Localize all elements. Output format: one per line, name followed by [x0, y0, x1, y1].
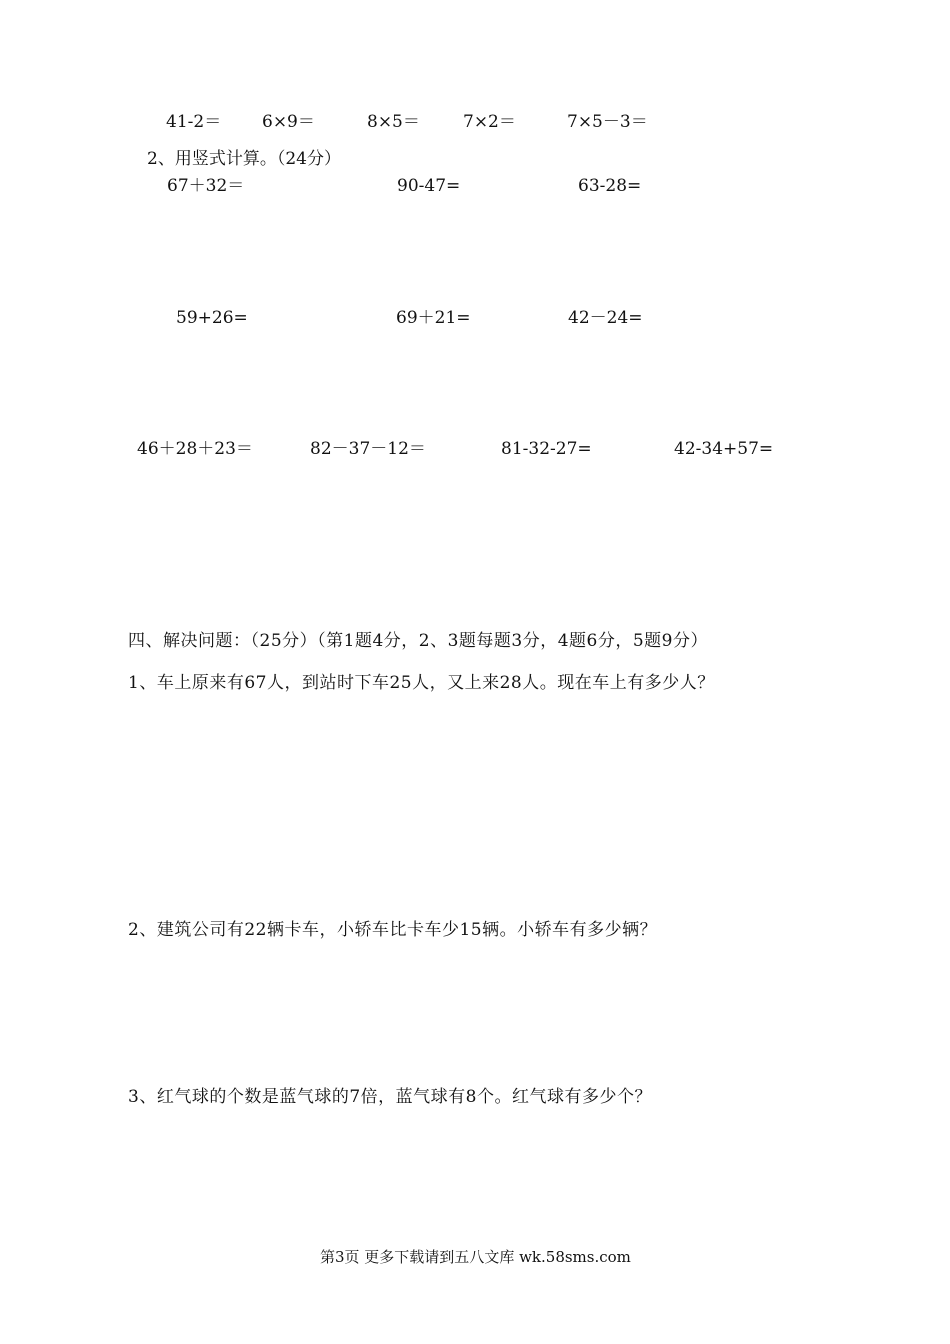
vertical-calc-3: 63-28=	[578, 176, 642, 196]
word-problem-2: 2、建筑公司有22辆卡车，小轿车比卡车少15辆。小轿车有多少辆？	[128, 920, 658, 940]
section-4-heading: 四、解决问题：（25分）（第1题4分，2、3题每题3分，4题6分，5题9分）	[128, 631, 708, 651]
vertical-calc-6: 42－24=	[568, 308, 643, 328]
vertical-calc-9: 81-32-27=	[501, 439, 592, 459]
oral-calc-1: 41-2＝	[166, 112, 222, 132]
section-2-heading: 2、用竖式计算。（24分）	[147, 149, 341, 169]
oral-calc-2: 6×9＝	[262, 112, 315, 132]
word-problem-3: 3、红气球的个数是蓝气球的7倍，蓝气球有8个。红气球有多少个？	[128, 1087, 652, 1107]
vertical-calc-4: 59+26=	[176, 308, 248, 328]
vertical-calc-2: 90-47=	[397, 176, 461, 196]
vertical-calc-5: 69＋21=	[396, 308, 471, 328]
oral-calc-4: 7×2＝	[463, 112, 516, 132]
oral-calc-3: 8×5＝	[367, 112, 420, 132]
vertical-calc-8: 82－37－12＝	[310, 439, 426, 459]
vertical-calc-1: 67＋32＝	[167, 176, 245, 196]
word-problem-1: 1、车上原来有67人，到站时下车25人，又上来28人。现在车上有多少人？	[128, 673, 715, 693]
page-footer: 第3页 更多下载请到五八文库 wk.58sms.com	[320, 1248, 631, 1266]
oral-calc-5: 7×5－3＝	[567, 112, 648, 132]
vertical-calc-7: 46＋28＋23＝	[137, 439, 253, 459]
vertical-calc-10: 42-34+57=	[674, 439, 774, 459]
